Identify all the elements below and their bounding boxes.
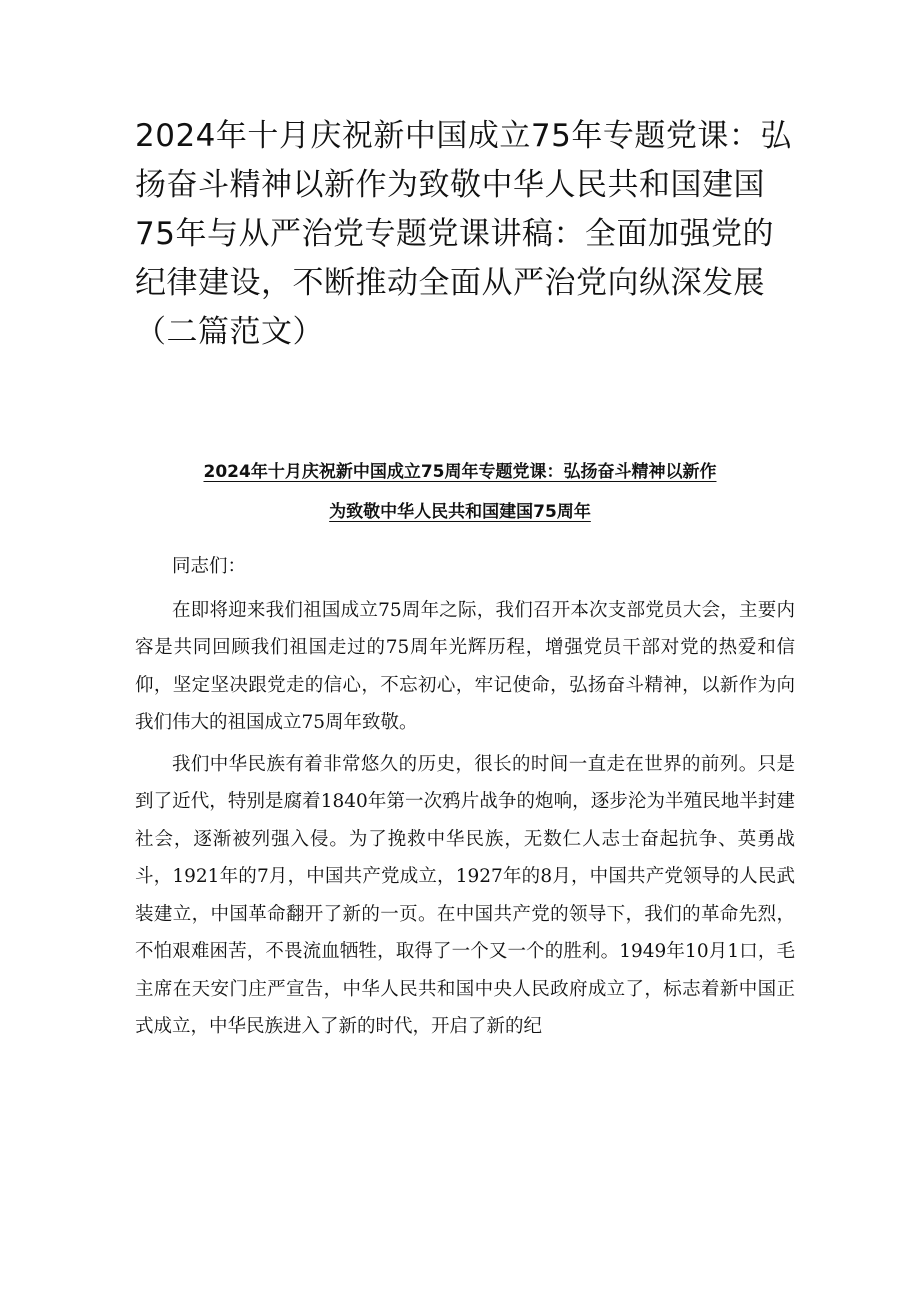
- salutation: 同志们：: [172, 556, 247, 577]
- speech-body: [135, 548, 795, 1046]
- body-paragraph-2: 我们中华民族有着非常悠久的历史，很长的时间一直走在世界的前列。只是到了近代，特别是腐着1840年第一次鸦片战争的炮响，逐步沦为半殖民地半封建社会，逐渐被列强入侵。为了挽救中华民族，无数仁人志士奋起抗争、英勇战斗，1921年的7月，中国共产党成立，1927年的8月，中国共产党领导的人民武装建立，中国革命翻开了新的一页。在中国共产党的领导下，我们的革命先烈，不怕艰难困苦，不畏流血牺牲，取得了一个又一个的胜利。1949年10月1口，毛主席在天安门庄严宣告，中华人民共和国中央人民政府成立了，标志着新中国正式成立，中华民族进入了新的时代，开启了新的纪: [135, 753, 795, 1037]
- speech-title: [130, 452, 790, 532]
- speech-title-line-1: 2024年十月庆祝新中国成立75周年专题党课：弘扬奋斗精神以新作: [203, 462, 717, 482]
- document-title: 2024年十月庆祝新中国成立75年专题党课：弘扬奋斗精神以新作为致敬中华人民共和国建国75年与从严治党专题党课讲稿：全面加强党的纪律建设，不断推动全面从严治党向纵深发展（二篇范文）: [135, 118, 792, 350]
- speech-title-line-2: 为致敬中华人民共和国建国75周年: [329, 502, 591, 522]
- body-paragraph-1: 在即将迎来我们祖国成立75周年之际，我们召开本次支部党员大会，主要内容是共同回顾我们祖国走过的75周年光辉历程，增强党员干部对党的热爱和信仰，坚定坚决跟党走的信心，不忘初心，牢记使命，弘扬奋斗精神，以新作为向我们伟大的祖国成立75周年致敬。: [135, 599, 795, 733]
